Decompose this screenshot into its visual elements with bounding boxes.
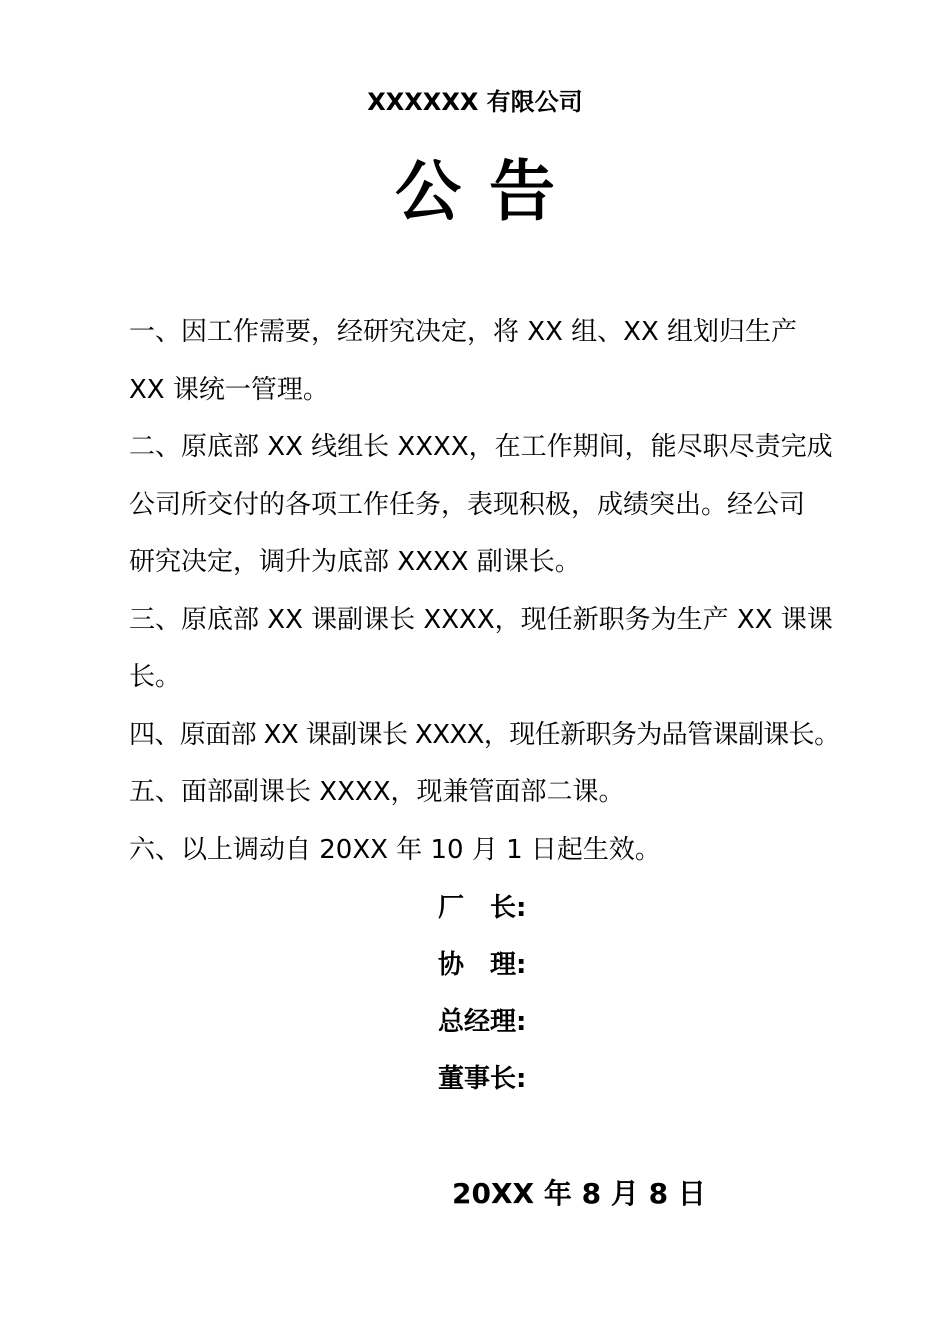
body-line: 五、面部副课长 XXXX，现兼管面部二课。 <box>129 777 625 807</box>
document-title: 公告 <box>395 153 583 230</box>
factory-director-label: 厂 长: <box>438 893 527 923</box>
announcement-body <box>129 304 864 879</box>
chairman-label: 董事长: <box>438 1064 527 1094</box>
body-line: 一、因工作需要，经研究决定，将 XX 组、XX 组划归生产 <box>129 317 798 347</box>
body-line: 二、原底部 XX 线组长 XXXX，在工作期间，能尽职尽责完成 <box>129 432 833 462</box>
company-name: XXXXXX 有限公司 <box>367 88 583 116</box>
assistant-manager-label: 协 理: <box>438 950 527 980</box>
announcement-date: 20XX 年 8 月 8 日 <box>452 1177 706 1210</box>
general-manager-label: 总经理: <box>438 1007 527 1037</box>
signature-block <box>438 880 738 1108</box>
body-line: XX 课统一管理。 <box>129 374 329 405</box>
body-line: 公司所交付的各项工作任务，表现积极，成绩突出。经公司 <box>129 489 806 520</box>
body-line: 六、以上调动自 20XX 年 10 月 1 日起生效。 <box>129 834 661 865</box>
body-line: 四、原面部 XX 课副课长 XXXX，现任新职务为品管课副课长。 <box>129 719 840 750</box>
body-line: 研究决定，调升为底部 XXXX 副课长。 <box>129 547 581 577</box>
body-line: 长。 <box>129 662 182 692</box>
body-line: 三、原底部 XX 课副课长 XXXX，现任新职务为生产 XX 课课 <box>129 604 833 635</box>
